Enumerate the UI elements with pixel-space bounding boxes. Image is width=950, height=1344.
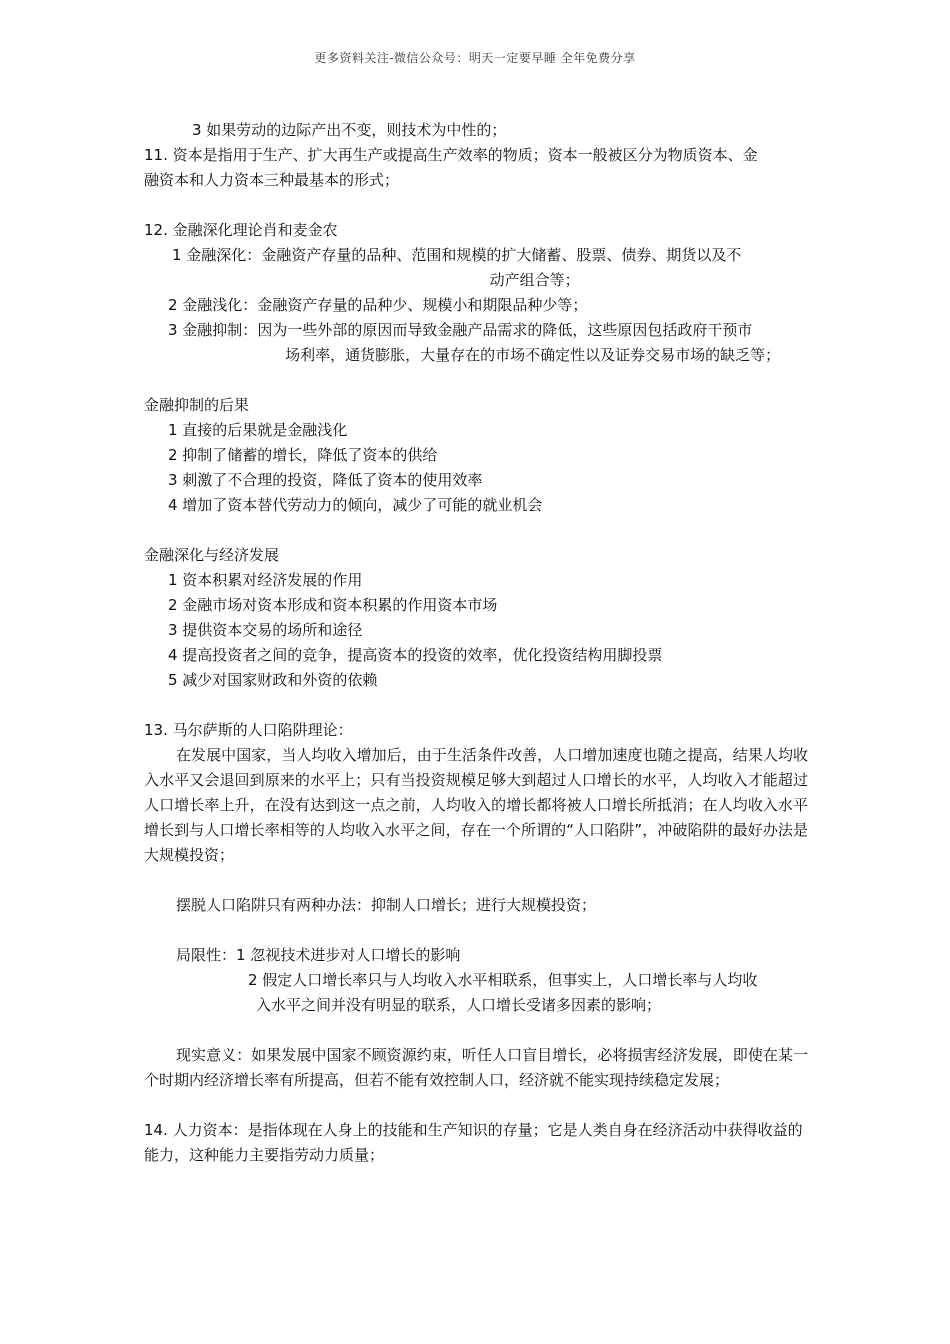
- malthus-trap-title: 13. 马尔萨斯的人口陷阱理论：: [144, 721, 353, 739]
- limitations-text-2a: 2 假定人口增长率只与人均收入水平相联系，但事实上，人口增长率与人均收: [248, 971, 758, 989]
- list-item: 4 增加了资本替代劳动力的倾向，减少了可能的就业机会: [168, 496, 543, 514]
- financial-repression-label: 3 金融抑制：: [168, 321, 258, 339]
- limitations-text-1: 1 忽视技术进步对人口增长的影响: [236, 946, 461, 964]
- financial-shallowing-item: [144, 293, 808, 318]
- limitations-text-2b: 入水平之间并没有明显的联系，人口增长受诸多因素的影响；: [256, 996, 662, 1014]
- malthus-trap-paragraph: 在发展中国家，当人均收入增加后，由于生活条件改善，人口增加速度也随之提高，结果人均收入水平又会退回到原来的水平上；只有当投资规模足够大到超过人口增长的水平，人均收入才能超过人口增长率上升，在没有达到这一点之前，人均收入的增长都将被人口增长所抵消；在人均收入水平增长到与人口增长率相等的人均收入水平之间，存在一个所谓的“人口陷阱”，冲破陷阱的最好办法是大规模投资；: [144, 746, 808, 864]
- practical-significance-paragraph: 现实意义：如果发展中国家不顾资源约束，听任人口盲目增长，必将损害经济发展，即使在某一个时期内经济增长率有所提高，但若不能有效控制人口，经济就不能实现持续稳定发展；: [144, 1046, 808, 1089]
- list-item: 3 刺激了不合理的投资，降低了资本的使用效率: [168, 471, 483, 489]
- financial-repression-item: [144, 318, 808, 368]
- human-capital-paragraph: 14. 人力资本：是指体现在人身上的技能和生产知识的存量；它是人类自身在经济活动中获得收益的能力，这种能力主要指劳动力质量；: [144, 1121, 803, 1164]
- limitations-item-1: [144, 943, 808, 968]
- financial-repression-text-2: 场利率，通货膨胀，大量存在的市场不确定性以及证券交易市场的缺乏等；: [285, 346, 781, 364]
- capital-definition-line-1: 11. 资本是指用于生产、扩大再生产或提高生产效率的物质；资本一般被区分为物质资本、金: [144, 146, 758, 164]
- list-item: 4 提高投资者之间的竞争，提高资本的投资的效率，优化投资结构用脚投票: [168, 646, 663, 664]
- page-header: 更多资料关注-微信公众号：明天一定要早睡 全年免费分享: [314, 51, 636, 65]
- deepening-development-title: 金融深化与经济发展: [144, 546, 280, 564]
- financial-shallowing-label: 2 金融浅化：: [168, 296, 258, 314]
- financial-deepening-label: 1 金融深化：: [172, 246, 262, 264]
- capital-definition-line-2: 融资本和人力资本三种最基本的形式；: [144, 171, 400, 189]
- limitations-item-2: [144, 968, 808, 1018]
- list-item: 1 资本积累对经济发展的作用: [168, 571, 363, 589]
- technology-neutral-line: 3 如果劳动的边际产出不变，则技术为中性的；: [192, 121, 507, 139]
- financial-deepening-text-2: 动产组合等；: [489, 271, 580, 289]
- list-item: 3 提供资本交易的场所和途径: [168, 621, 363, 639]
- financial-deepening-title: 12. 金融深化理论肖和麦金农: [144, 221, 338, 239]
- financial-deepening-text-1: 金融资产存量的品种、范围和规模的扩大储蓄、股票、债券、期货以及不: [261, 246, 742, 264]
- limitations-label: 局限性：: [176, 946, 237, 964]
- document-body: [144, 118, 808, 1168]
- list-item: 1 直接的后果就是金融浅化: [168, 421, 348, 439]
- escape-trap-line: 摆脱人口陷阱只有两种办法：抑制人口增长；进行大规模投资；: [176, 896, 597, 914]
- list-item: 2 抑制了储蓄的增长，降低了资本的供给: [168, 446, 438, 464]
- list-item: 5 减少对国家财政和外资的依赖: [168, 671, 378, 689]
- financial-shallowing-text: 金融资产存量的品种少、规模小和期限品种少等；: [257, 296, 588, 314]
- list-item: 2 金融市场对资本形成和资本积累的作用资本市场: [168, 596, 498, 614]
- financial-repression-text-1: 因为一些外部的原因而导致金融产品需求的降低，这些原因包括政府干预市: [257, 321, 753, 339]
- repression-consequences-title: 金融抑制的后果: [144, 396, 250, 414]
- financial-deepening-item: [144, 243, 808, 293]
